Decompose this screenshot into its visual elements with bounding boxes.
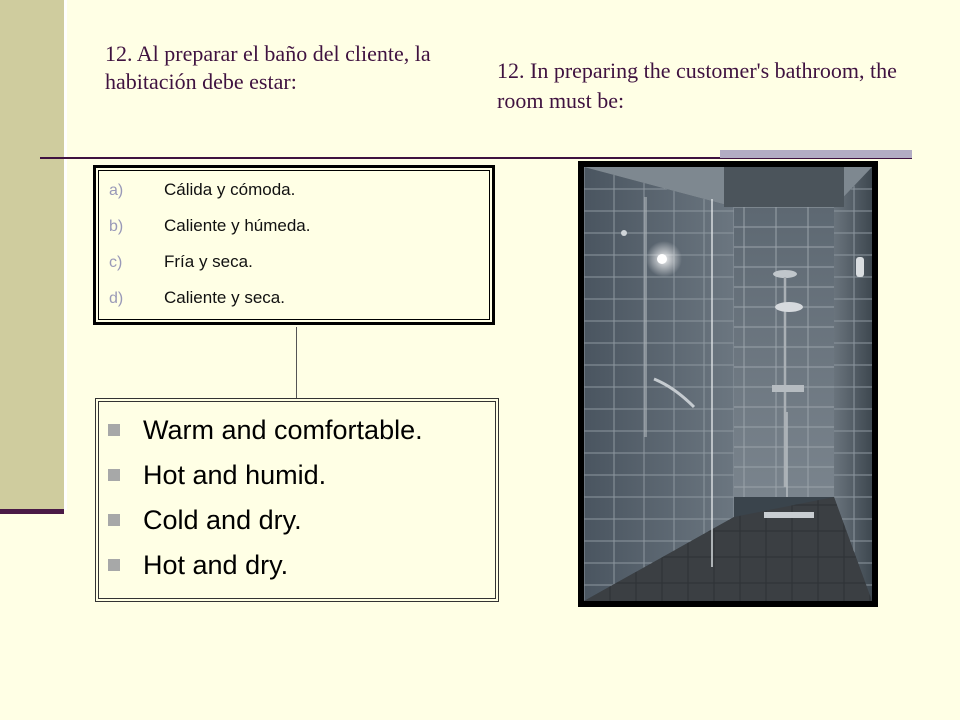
option-en-4 [108, 542, 423, 587]
option-es-d [109, 286, 310, 322]
square-bullet-icon [108, 424, 120, 436]
side-accent-bar [0, 509, 64, 514]
option-text: Hot and dry. [143, 549, 289, 580]
option-text: Cold and dry. [143, 504, 302, 535]
shower-photo [584, 167, 872, 601]
option-es-b [109, 214, 310, 250]
connector-line [296, 327, 297, 399]
option-es-a [109, 178, 310, 214]
spanish-options-box [93, 165, 495, 325]
option-text: Hot and humid. [143, 459, 327, 490]
square-bullet-icon [108, 559, 120, 571]
option-en-1 [108, 407, 423, 452]
question-title-english: 12. In preparing the customer's bathroom, the room must be: [497, 58, 897, 113]
option-letter: a) [109, 182, 124, 199]
english-options-box [95, 398, 499, 602]
title-divider-accent [720, 150, 912, 158]
option-letter: c) [109, 254, 123, 271]
shower-photo-frame [578, 161, 878, 607]
option-es-c [109, 250, 310, 286]
option-text: Warm and comfortable. [143, 414, 423, 445]
option-text: Fría y seca. [164, 252, 253, 271]
option-text: Cálida y cómoda. [164, 180, 296, 199]
option-letter: b) [109, 218, 124, 235]
option-text: Caliente y seca. [164, 288, 285, 307]
square-bullet-icon [108, 514, 120, 526]
option-text: Caliente y húmeda. [164, 216, 311, 235]
square-bullet-icon [108, 469, 120, 481]
side-strip-divider [64, 0, 67, 510]
question-title-spanish: 12. Al preparar el baño del cliente, la habitación debe estar: [105, 41, 431, 94]
side-strip [0, 0, 64, 510]
option-en-3 [108, 497, 423, 542]
option-en-2 [108, 452, 423, 497]
option-letter: d) [109, 290, 124, 307]
